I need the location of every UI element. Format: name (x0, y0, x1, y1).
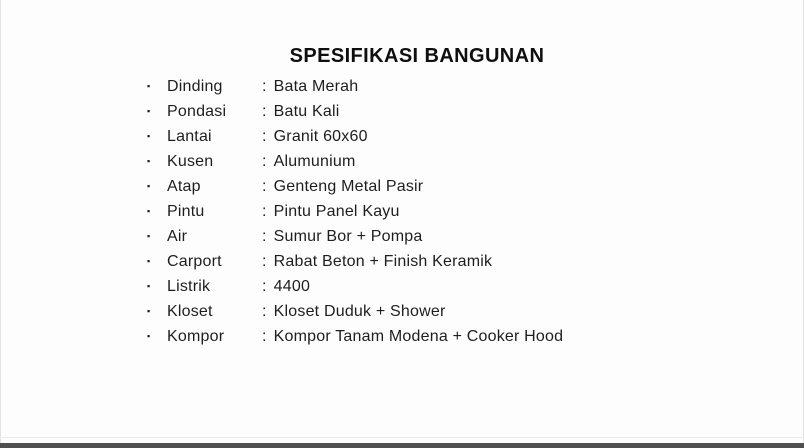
bullet-icon: ▪ (147, 81, 151, 91)
list-item (147, 124, 563, 149)
spec-separator: : (262, 327, 267, 345)
bullet-icon: ▪ (147, 106, 151, 116)
bullet-icon: ▪ (147, 306, 151, 316)
spec-label: Kusen (167, 152, 214, 170)
spec-label: Air (167, 227, 188, 245)
spec-value: Genteng Metal Pasir (273, 177, 424, 195)
spec-separator: : (262, 102, 267, 120)
bullet-icon: ▪ (147, 156, 151, 166)
spec-value: Rabat Beton + Finish Keramik (273, 252, 493, 270)
bullet-icon: ▪ (147, 256, 151, 266)
spec-label: Dinding (167, 77, 223, 95)
bullet-icon: ▪ (147, 206, 151, 216)
spec-separator: : (262, 77, 267, 95)
spec-separator: : (262, 227, 267, 245)
spec-separator: : (262, 152, 267, 170)
spec-separator: : (262, 127, 267, 145)
bullet-icon: ▪ (147, 331, 151, 341)
spec-label: Kompor (167, 327, 225, 345)
list-item (147, 199, 563, 224)
spec-value: Kloset Duduk + Shower (273, 302, 446, 320)
list-item (147, 249, 563, 274)
spec-value: Alumunium (273, 152, 356, 170)
bullet-icon: ▪ (147, 131, 151, 141)
spec-list (147, 74, 563, 349)
list-item (147, 224, 563, 249)
list-item (147, 99, 563, 124)
spec-label: Pondasi (167, 102, 227, 120)
list-item (147, 299, 563, 324)
spec-value: Granit 60x60 (273, 127, 368, 145)
spec-value: 4400 (273, 277, 311, 295)
list-item (147, 324, 563, 349)
spec-separator: : (262, 202, 267, 220)
spec-separator: : (262, 302, 267, 320)
bottom-divider-line (0, 437, 804, 438)
list-item (147, 174, 563, 199)
list-item (147, 274, 563, 299)
bullet-icon: ▪ (147, 281, 151, 291)
spec-value: Bata Merah (273, 77, 359, 95)
spec-label: Pintu (167, 202, 205, 220)
list-item (147, 74, 563, 99)
spec-label: Lantai (167, 127, 212, 145)
spec-value: Kompor Tanam Modena + Cooker Hood (273, 327, 564, 345)
page-title: SPESIFIKASI BANGUNAN (289, 45, 545, 67)
spec-label: Listrik (167, 277, 211, 295)
spec-separator: : (262, 252, 267, 270)
list-item (147, 149, 563, 174)
spec-value: Pintu Panel Kayu (273, 202, 400, 220)
spec-label: Atap (167, 177, 201, 195)
spec-separator: : (262, 277, 267, 295)
spec-label: Kloset (167, 302, 213, 320)
bullet-icon: ▪ (147, 231, 151, 241)
spec-value: Sumur Bor + Pompa (273, 227, 423, 245)
spec-label: Carport (167, 252, 222, 270)
bullet-icon: ▪ (147, 181, 151, 191)
spec-separator: : (262, 177, 267, 195)
bottom-bar (0, 443, 804, 448)
spec-value: Batu Kali (273, 102, 340, 120)
left-edge-line (0, 0, 1, 448)
